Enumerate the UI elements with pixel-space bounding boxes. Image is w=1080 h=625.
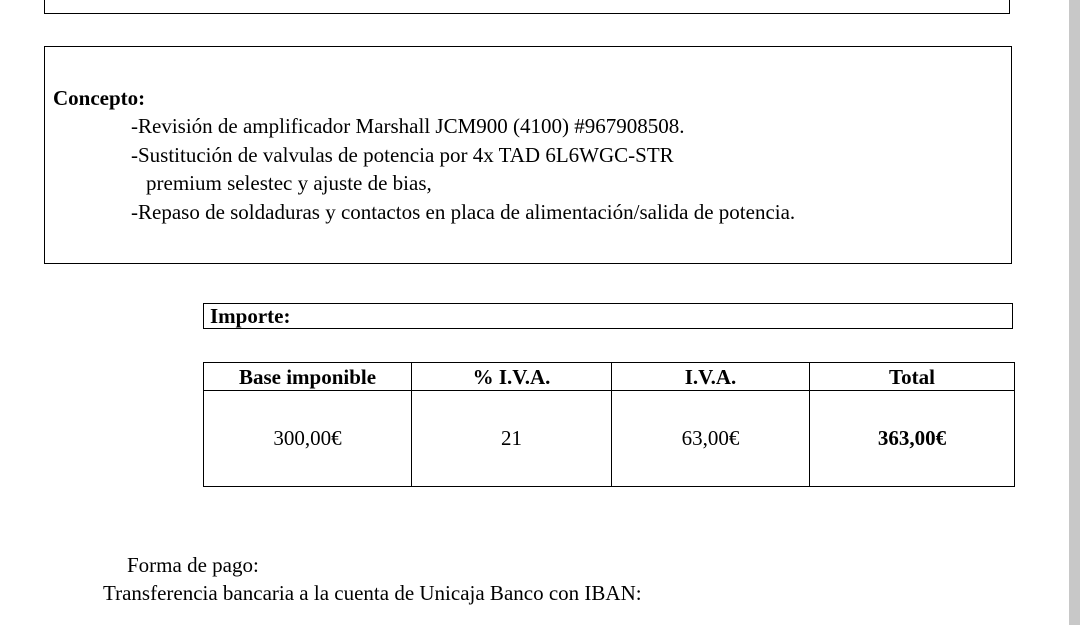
- header-iva-percent: % I.V.A.: [412, 363, 612, 391]
- concept-line: -Sustitución de valvulas de potencia por 4x TAD 6L6WGC-STR: [131, 143, 674, 167]
- importe-box: [203, 303, 1013, 329]
- concept-line: premium selestec y ajuste de bias,: [146, 171, 432, 195]
- cell-base-imponible: 300,00€: [204, 391, 412, 487]
- cell-iva: 63,00€: [612, 391, 810, 487]
- concept-line: -Repaso de soldaduras y contactos en placa de alimentación/salida de potencia.: [131, 200, 796, 224]
- payment-description: Transferencia bancaria a la cuenta de Unicaja Banco con IBAN:: [103, 581, 642, 605]
- table-row: [204, 391, 1015, 487]
- header-total: Total: [810, 363, 1015, 391]
- page-gutter: [1069, 0, 1080, 625]
- concept-line: -Revisión de amplificador Marshall JCM900 (4100) #967908508.: [131, 114, 685, 138]
- concept-box: [44, 46, 1012, 264]
- previous-section-box: [44, 0, 1010, 14]
- header-iva: I.V.A.: [612, 363, 810, 391]
- payment-label: Forma de pago:: [127, 553, 259, 577]
- cell-total: 363,00€: [810, 391, 1015, 487]
- importe-title: Importe:: [210, 304, 291, 328]
- totals-table: [203, 362, 1015, 487]
- concept-title: Concepto:: [53, 86, 146, 110]
- table-header-row: [204, 363, 1015, 391]
- header-base-imponible: Base imponible: [204, 363, 412, 391]
- cell-iva-percent: 21: [412, 391, 612, 487]
